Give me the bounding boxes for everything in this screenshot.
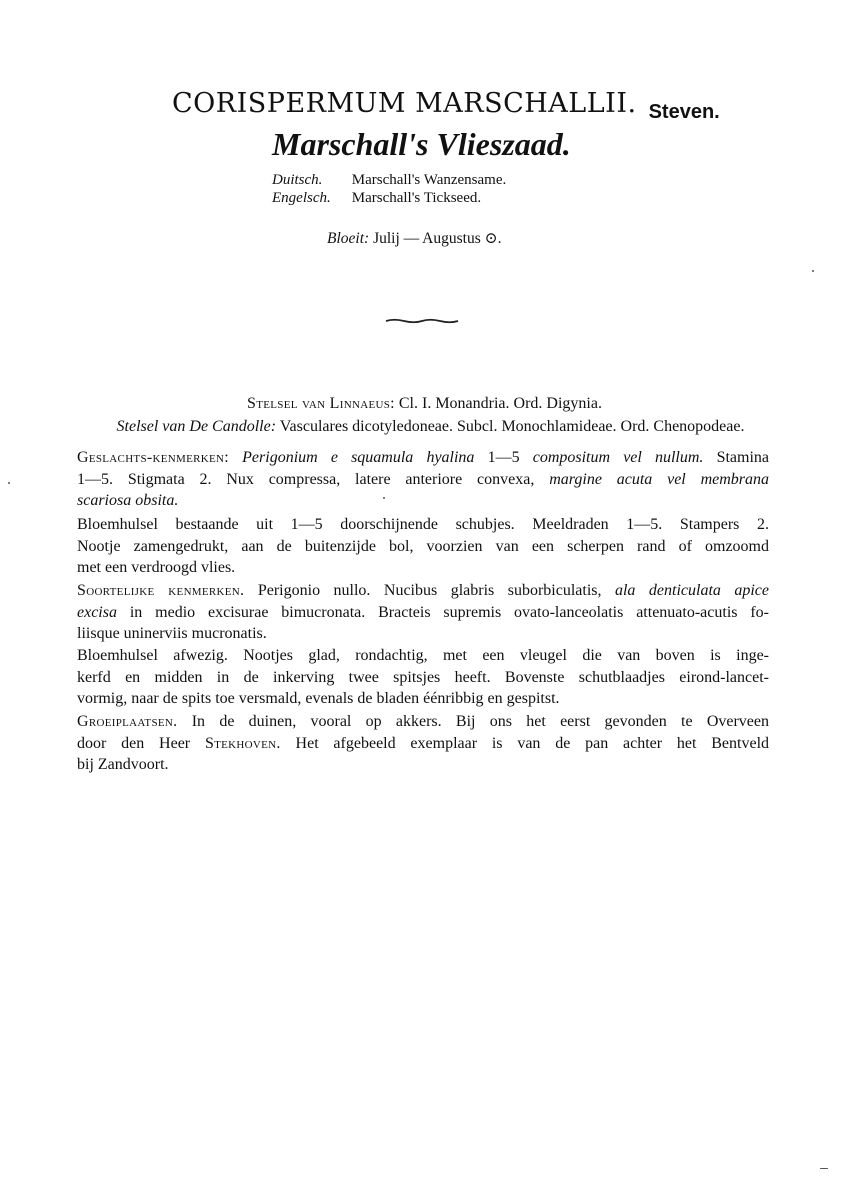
paper-speck	[8, 482, 10, 484]
latin-text: excisa	[77, 603, 117, 621]
linnaeus-label: Stelsel van Linnaeus:	[247, 395, 395, 412]
flowering-label: Bloeit:	[327, 230, 370, 247]
foreign-names	[272, 171, 506, 207]
text-span: in medio excisurae bimucronata. Bracteis supremis ovato-lanceolatis attenuato-acutis fo-	[129, 603, 770, 621]
text-line: met een verdroogd vlies.	[77, 559, 236, 576]
title-line	[172, 88, 720, 123]
dutch-common-name: Marschall's Vlieszaad.	[272, 126, 571, 162]
text-span: In de duinen, vooral op akkers. Bij ons het eerst gevonden te Overveen	[191, 713, 770, 730]
ornamental-divider	[384, 318, 460, 324]
language-label: Engelsch.	[272, 190, 331, 206]
text-line	[77, 602, 769, 624]
text-line	[77, 469, 769, 491]
text-line	[77, 733, 769, 755]
candolle-label: Stelsel van De Candolle:	[116, 418, 277, 435]
text-span: 1—5	[487, 449, 520, 466]
text-line	[77, 447, 769, 469]
paper-speck	[812, 270, 814, 272]
text-line: Nootje zamengedrukt, aan de buitenzijde bol, voorzien van een scherpen rand of omzoomd	[77, 537, 769, 555]
text-span: Het afgebeeld exemplaar is van de pan achter het Bentveld	[295, 734, 770, 752]
flowering-period	[327, 229, 501, 248]
candolle-system	[6, 418, 849, 436]
linnaeus-value: Cl. I. Monandria. Ord. Digynia.	[398, 395, 602, 412]
latin-text: compositum vel nullum.	[532, 449, 704, 466]
text-line: liisque uninerviis mucronatis.	[77, 625, 267, 642]
section-label: Groeiplaatsen.	[77, 713, 178, 730]
text-line	[77, 711, 769, 733]
linnaeus-system	[0, 395, 849, 413]
text-span: door den Heer	[77, 734, 191, 752]
species-title: CORISPERMUM MARSCHALLII.	[172, 88, 637, 119]
habitats	[77, 711, 769, 776]
person-name: Stekhoven.	[204, 734, 281, 752]
species-description-dutch	[77, 645, 769, 710]
foreign-name-row	[272, 171, 506, 189]
genus-description-dutch	[77, 514, 769, 579]
foreign-name: Marschall's Tickseed.	[351, 190, 482, 206]
genus-characteristics	[77, 447, 769, 512]
species-characteristics	[77, 580, 769, 645]
foreign-name-row	[272, 189, 506, 207]
paper-speck	[820, 1168, 828, 1169]
language-label: Duitsch.	[272, 172, 323, 188]
latin-text: ala denticulata apice	[614, 582, 770, 599]
text-span: Perigonio nullo. Nucibus glabris suborbiculatis,	[257, 582, 602, 599]
section-label: Geslachts-kenmerken:	[77, 449, 229, 466]
paper-speck	[383, 497, 385, 499]
foreign-name: Marschall's Wanzensame.	[351, 172, 507, 188]
flowering-value: Julij — Augustus ⊙.	[373, 230, 502, 247]
text-line	[77, 580, 769, 602]
section-label: Soortelijke kenmerken.	[77, 582, 245, 599]
text-line: Bloemhulsel bestaande uit 1—5 doorschijnende schubjes. Meeldraden 1—5. Stampers 2.	[77, 516, 769, 533]
text-line: Bloemhulsel afwezig. Nootjes glad, rondachtig, met een vleugel die van boven is inge-	[77, 647, 769, 664]
text-span: 1—5. Stigmata 2. Nux compressa, latere anteriore convexa,	[77, 470, 535, 488]
text-line: bij Zandvoort.	[77, 756, 169, 773]
text-line: kerfd en midden in de inkerving twee spitsjes heeft. Bovenste schutblaadjes eirond-lancet-	[77, 668, 769, 686]
latin-text: Perigonium e squamula hyalina	[242, 449, 475, 466]
species-author: Steven.	[648, 101, 720, 123]
candolle-value: Vasculares dicotyledoneae. Subcl. Monochlamideae. Ord. Chenopodeae.	[279, 418, 745, 435]
text-span: Stamina	[716, 449, 769, 466]
latin-text: margine acuta vel membrana	[549, 470, 770, 488]
text-line: vormig, naar de spits toe versmald, evenals de bladen éénribbig en gespitst.	[77, 690, 560, 707]
text-line: scariosa obsita.	[77, 492, 179, 509]
